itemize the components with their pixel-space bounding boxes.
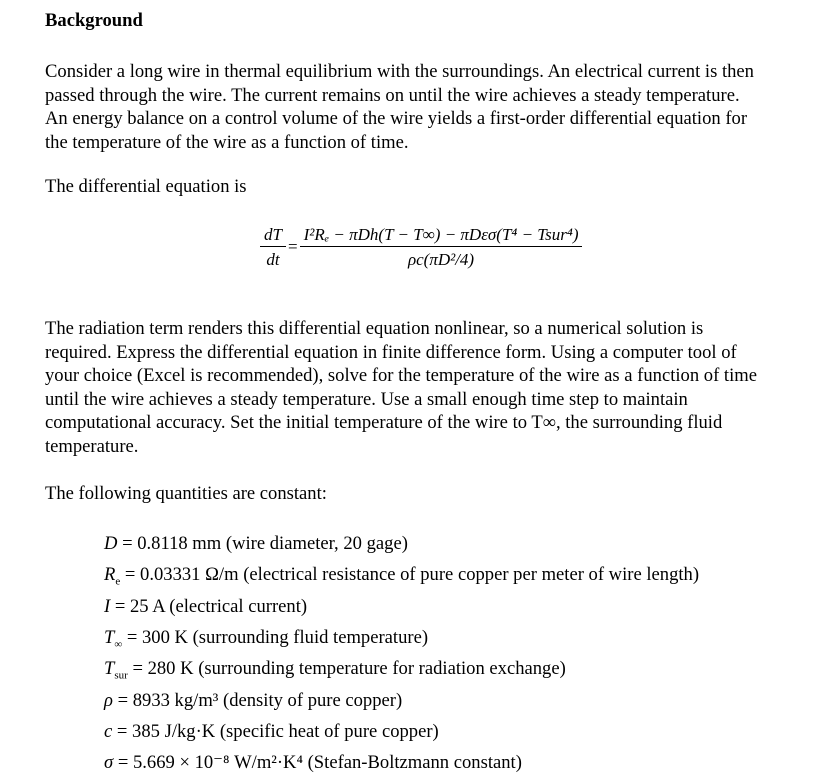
constant-row: $T_\infty = 300$ K (surrounding fluid temperature)	[104, 626, 429, 651]
constant-row: c = 385 J/kg·K (specific heat of pure copper)	[104, 720, 439, 742]
method-line: until the wire achieves a steady temperature. Use a small enough time step to maintain	[45, 388, 688, 410]
lhs-denominator: dt	[260, 246, 286, 270]
rhs-fraction	[302, 224, 581, 270]
constant-row: $R_e = 0.03331$ Ω/m (electrical resistance of pure copper per meter of wire length)	[104, 564, 700, 589]
method-paragraph	[45, 317, 825, 459]
constants-intro-text: The following quantities are constant:	[45, 483, 327, 504]
rhs-denominator: ρc(πD²/4)	[300, 246, 583, 270]
method-line: required. Express the differential equation in finite difference form. Using a computer tool of	[45, 341, 737, 363]
differential-equation	[262, 224, 580, 270]
constant-row: D = 0.8118 mm (wire diameter, 20 gage)	[104, 533, 408, 554]
method-line: computational accuracy. Set the initial temperature of the wire to T∞, the surrounding fluid	[45, 412, 723, 434]
constant-row: σ = 5.669 × 10⁻⁸ W/m²·K⁴ (Stefan-Boltzmann constant)	[104, 752, 522, 774]
intro-line: Consider a long wire in thermal equilibrium with the surroundings. An electrical current is then	[45, 61, 754, 82]
constants-list	[104, 532, 699, 783]
intro-line: An energy balance on a control volume of the wire yields a first-order differential equation for	[45, 108, 748, 130]
intro-line: passed through the wire. The current remains on until the wire achieves a steady temperature.	[45, 84, 740, 106]
equals-sign: =	[287, 237, 298, 256]
rhs-numerator: I²Rₑ − πDh(T − T∞) − πDεσ(T⁴ − Tsur⁴)	[303, 225, 579, 244]
constant-row: ρ = 8933 kg/m³ (density of pure copper)	[104, 689, 403, 711]
method-line: temperature.	[45, 435, 139, 457]
method-line: The radiation term renders this differential equation nonlinear, so a numerical solution is	[45, 318, 704, 339]
intro-line: the temperature of the wire as a function of time.	[45, 131, 409, 153]
lhs-fraction	[262, 224, 284, 270]
equation-intro-text: The differential equation is	[45, 176, 247, 197]
intro-paragraph	[45, 60, 825, 154]
method-line: your choice (Excel is recommended), solve for the temperature of the wire as a function of time	[45, 365, 757, 387]
lhs-numerator: dT	[264, 225, 282, 244]
section-heading: Background	[45, 10, 143, 31]
constant-row: $T_{sur} = 280$ K (surrounding temperature for radiation exchange)	[104, 658, 566, 682]
constant-row: I = 25 A (electrical current)	[104, 595, 308, 617]
